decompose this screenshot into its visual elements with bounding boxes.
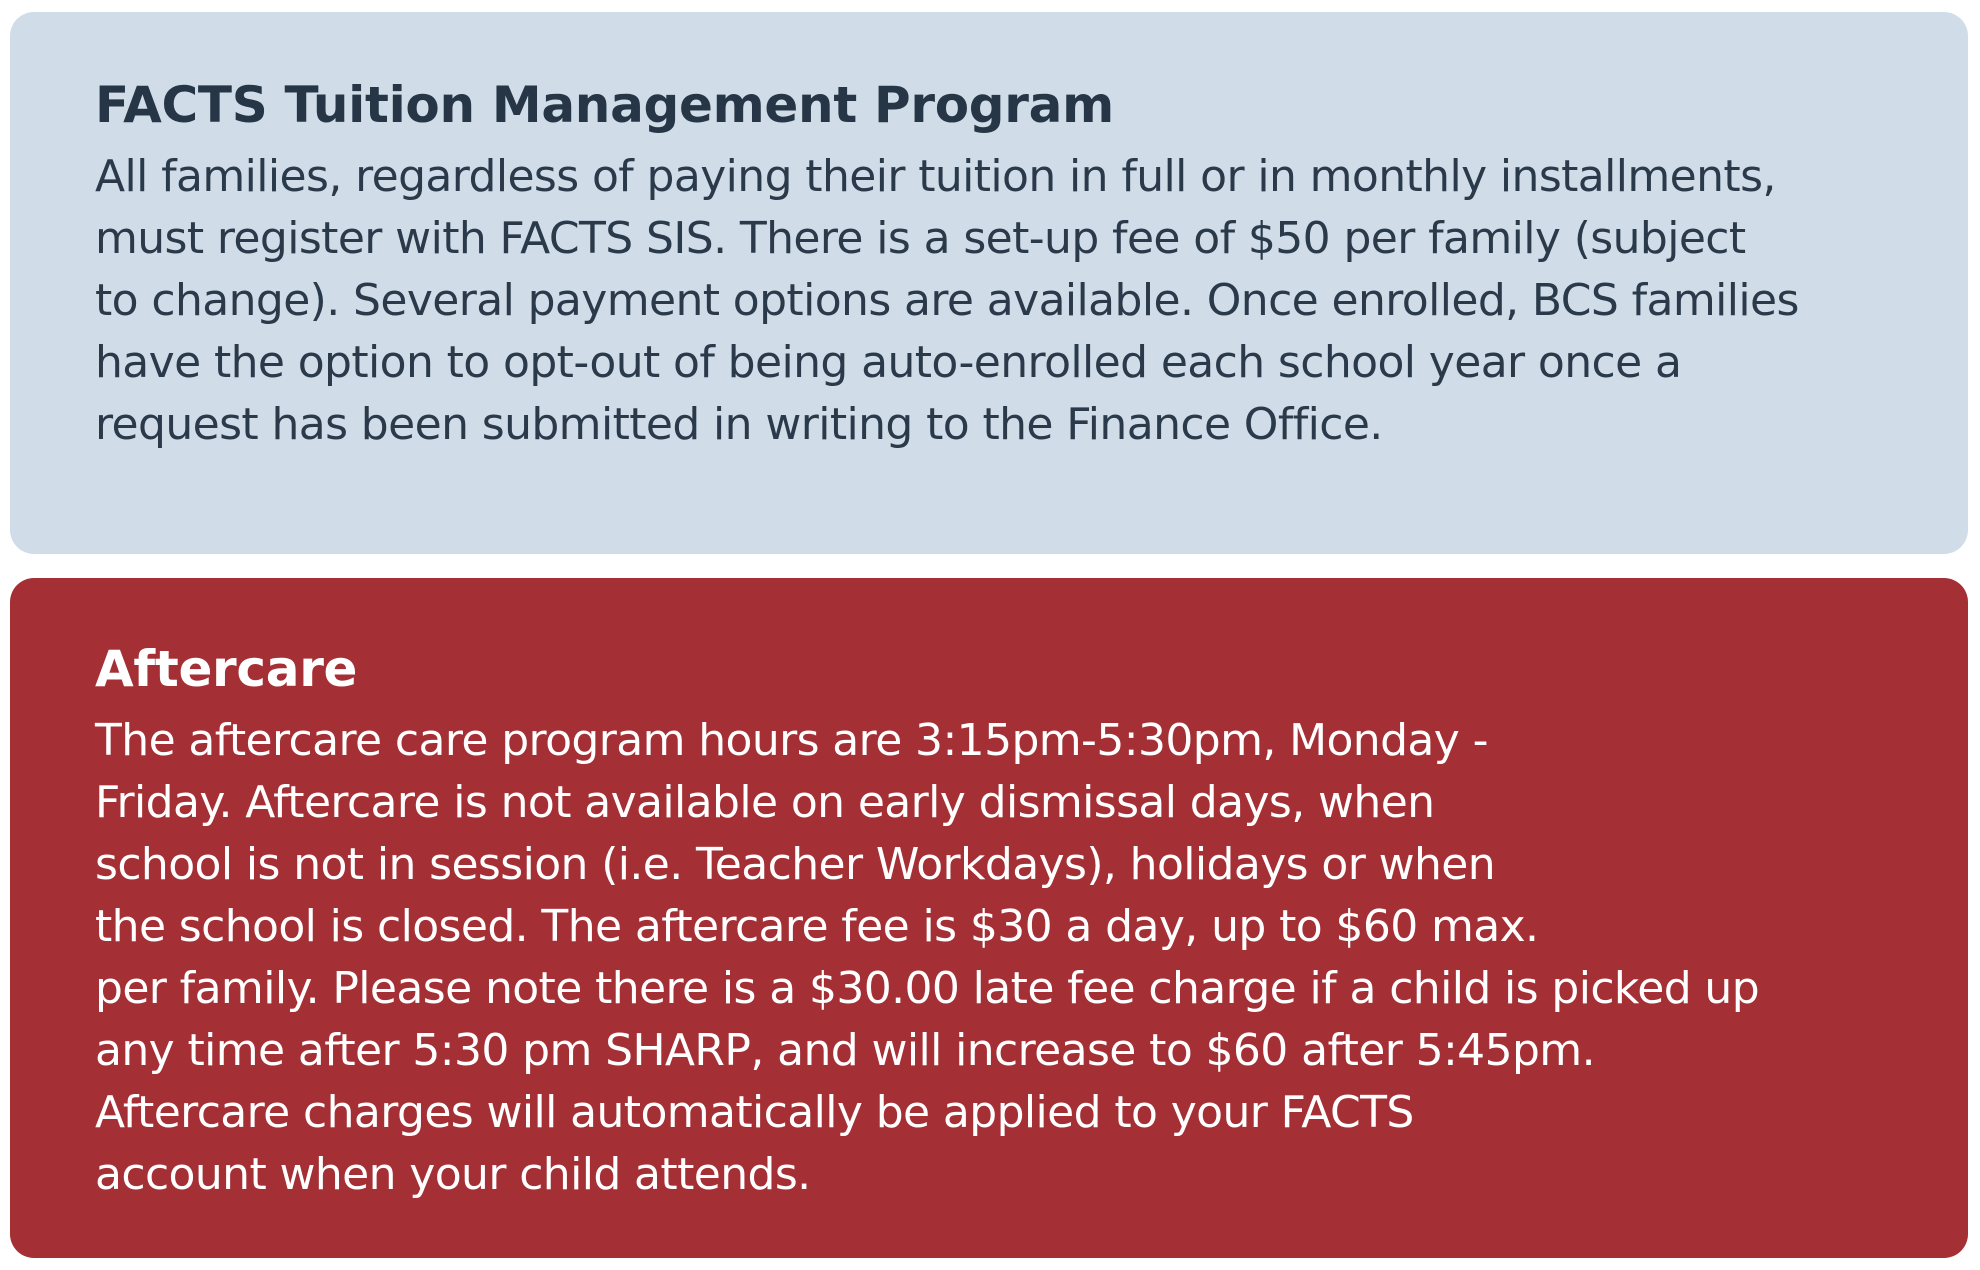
facts-card-body (95, 146, 1898, 456)
aftercare-body-line: school is not in session (i.e. Teacher Workdays), holidays or when (95, 839, 1496, 890)
facts-body-line: must register with FACTS SIS. There is a set-up fee of $50 per family (subject (95, 213, 1746, 264)
facts-body-line: request has been submitted in writing to the Finance Office. (95, 399, 1383, 450)
facts-tuition-card (10, 12, 1968, 554)
aftercare-body-line: The aftercare care program hours are 3:15pm-5:30pm, Monday - (95, 715, 1488, 766)
aftercare-card-title: Aftercare (95, 640, 358, 698)
aftercare-body-line: Aftercare charges will automatically be applied to your FACTS (95, 1087, 1414, 1138)
facts-body-line: have the option to opt-out of being auto-enrolled each school year once a (95, 337, 1682, 388)
aftercare-body-line: account when your child attends. (95, 1149, 811, 1200)
facts-body-line: to change). Several payment options are available. Once enrolled, BCS families (95, 275, 1799, 326)
facts-card-title: FACTS Tuition Management Program (95, 76, 1114, 134)
aftercare-card-body (95, 710, 1898, 1206)
aftercare-body-line: any time after 5:30 pm SHARP, and will increase to $60 after 5:45pm. (95, 1025, 1595, 1076)
facts-body-line: All families, regardless of paying their tuition in full or in monthly installments, (95, 151, 1776, 202)
aftercare-body-line: Friday. Aftercare is not available on early dismissal days, when (95, 777, 1435, 828)
aftercare-card (10, 578, 1968, 1258)
aftercare-body-line: the school is closed. The aftercare fee is $30 a day, up to $60 max. (95, 901, 1539, 952)
aftercare-body-line: per family. Please note there is a $30.00 late fee charge if a child is picked up (95, 963, 1760, 1014)
